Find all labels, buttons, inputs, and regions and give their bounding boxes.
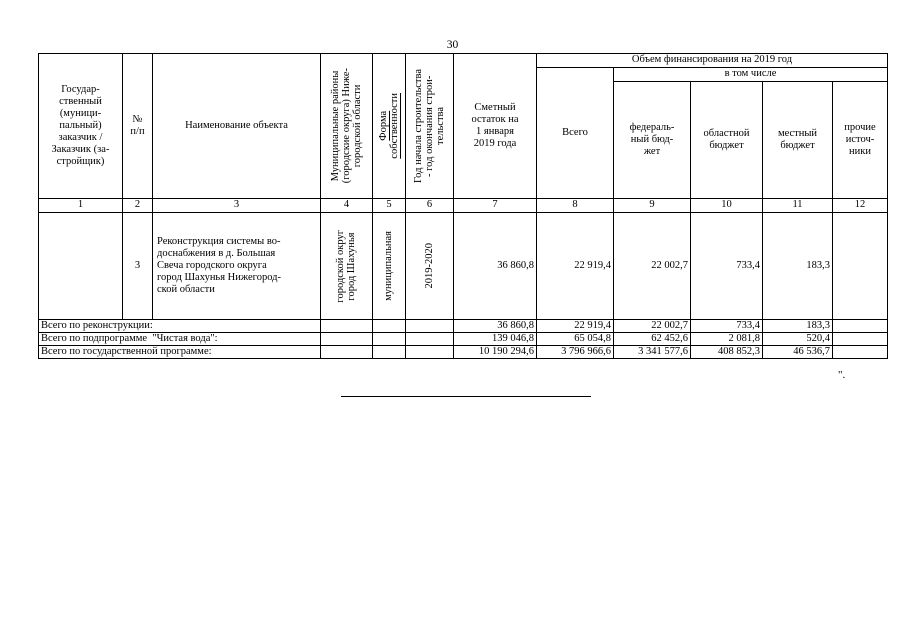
header-other: прочие источ- ники [833,82,888,199]
row-federal: 22 002,7 [614,213,691,320]
col-number: 10 [691,199,763,213]
summary-federal: 22 002,7 [614,320,691,333]
row-years: 2019-2020 [406,213,454,320]
column-number-row [39,199,888,213]
summary-empty-cell [321,333,373,346]
summary-label: Всего по государственной программе: [39,346,321,359]
summary-row-reconstruction [39,320,888,333]
col-number: 7 [454,199,537,213]
header-financing-title: Объем финансирования на 2019 год [537,54,888,68]
col-number: 12 [833,199,888,213]
col-number: 3 [153,199,321,213]
row-customer [39,213,123,320]
summary-estimate-balance: 10 190 294,6 [454,346,537,359]
summary-other [833,333,888,346]
summary-federal: 62 452,6 [614,333,691,346]
summary-federal: 3 341 577,6 [614,346,691,359]
summary-label: Всего по подпрограмме "Чистая вода": [39,333,321,346]
summary-local: 520,4 [763,333,833,346]
summary-total: 22 919,4 [537,320,614,333]
row-num: 3 [123,213,153,320]
summary-regional: 733,4 [691,320,763,333]
row-local: 183,3 [763,213,833,320]
summary-total: 3 796 966,6 [537,346,614,359]
col-number: 2 [123,199,153,213]
header-estimate-balance: Сметный остаток на 1 января 2019 года [454,54,537,199]
row-other [833,213,888,320]
horizontal-rule [341,396,591,397]
summary-estimate-balance: 36 860,8 [454,320,537,333]
header-district: Муниципальные районы (городские округа) Ниже- городской области [321,54,373,199]
financing-table [38,53,888,359]
summary-total: 65 054,8 [537,333,614,346]
summary-estimate-balance: 139 046,8 [454,333,537,346]
header-regional: областной бюджет [691,82,763,199]
summary-label: Всего по реконструкции: [39,320,321,333]
summary-other [833,320,888,333]
summary-empty-cell [406,320,454,333]
summary-empty-cell [406,346,454,359]
summary-other [833,346,888,359]
summary-local: 46 536,7 [763,346,833,359]
header-customer: Государ- ственный (муници- пальный) заказчик / Заказчик (за- стройщик) [39,54,123,199]
header-ownership: Форма собственности [373,54,406,199]
row-object-name: Реконструкция системы во- доснабжения в д. Большая Свеча городского округа город Шахунья Нижегород- ской области [153,213,321,320]
header-including: в том числе [614,68,888,82]
header-years: Год начала строительства - год окончания строи- тельства [406,54,454,199]
row-ownership: муниципальная [373,213,406,320]
header-local: местный бюджет [763,82,833,199]
summary-empty-cell [321,346,373,359]
header-num: № п/п [123,54,153,199]
summary-empty-cell [373,346,406,359]
col-number: 6 [406,199,454,213]
row-regional: 733,4 [691,213,763,320]
summary-empty-cell [373,320,406,333]
row-total: 22 919,4 [537,213,614,320]
col-number: 5 [373,199,406,213]
summary-empty-cell [373,333,406,346]
page-number: 30 [446,39,459,51]
summary-local: 183,3 [763,320,833,333]
summary-row-state-program [39,346,888,359]
header-total: Всего [537,68,614,199]
summary-row-subprogram [39,333,888,346]
summary-empty-cell [406,333,454,346]
col-number: 9 [614,199,691,213]
table-row [39,213,888,320]
summary-regional: 2 081,8 [691,333,763,346]
header-federal: федераль- ный бюд- жет [614,82,691,199]
col-number: 4 [321,199,373,213]
summary-regional: 408 852,3 [691,346,763,359]
col-number: 8 [537,199,614,213]
closing-quote: ". [838,369,846,381]
summary-empty-cell [321,320,373,333]
row-estimate-balance: 36 860,8 [454,213,537,320]
col-number: 11 [763,199,833,213]
header-object-name: Наименование объекта [153,54,321,199]
col-number: 1 [39,199,123,213]
row-district: городской округ город Шахунья [321,213,373,320]
